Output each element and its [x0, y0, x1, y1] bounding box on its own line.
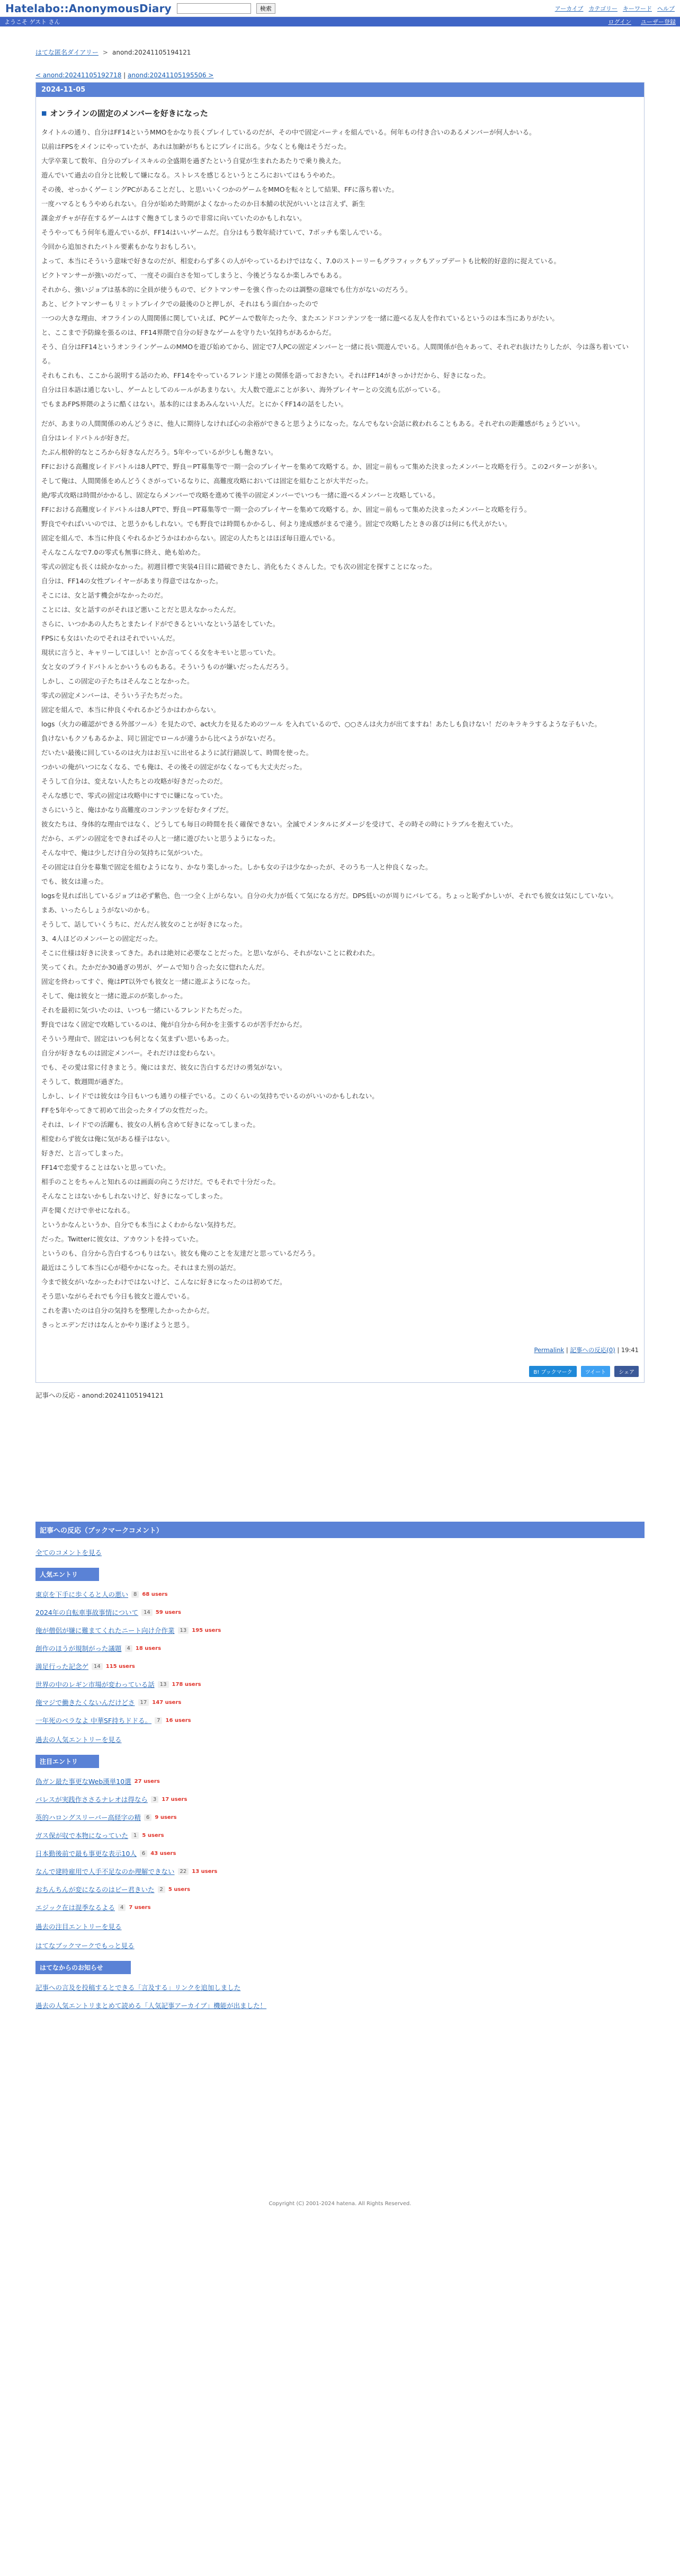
entry-paragraph: そういう理由で、固定はいつも何となく気まずい思いもあった。: [41, 1035, 234, 1043]
entry-paragraph: そんな中で、俺は少しだけ自分の気持ちに気がついた。: [41, 849, 207, 857]
archive-link[interactable]: アーカイブ: [554, 5, 584, 12]
entry-title: [41, 108, 639, 119]
entry-paragraph: というかなんというか、自分でも本当によくわからない気持ちだ。: [41, 1221, 240, 1229]
entry-paragraph: でも、その愛は常に付きまとう。俺にはまだ、彼女に告白するだけの勇気がない。: [41, 1063, 287, 1071]
permalink-link[interactable]: Permalink: [534, 1346, 565, 1354]
entry-paragraph: そこには、女と話す機会がなかったのだ。: [41, 591, 167, 599]
entry-list-link[interactable]: 2024年の自転車事故事情について: [35, 1609, 139, 1616]
entry-list-item: [35, 1607, 645, 1617]
entry-paragraph: だいたい最後に回しているのは火力はお互いに出せるように試行錯誤して、時間を使った。: [41, 749, 313, 757]
bookmark-users-badge[interactable]: 147 users: [152, 1699, 182, 1706]
popular-heading: 人気エントリ: [35, 1568, 99, 1581]
entry-paragraph: そうやってもう何年も遊んでいるが、FF14はいいゲームだ。自分はもう数年続けていて、7ボッチも楽しんでいる。: [41, 228, 386, 236]
entry-list-link[interactable]: 俺マジで働きたくないんだけどさ: [35, 1699, 135, 1707]
next-entry-link[interactable]: anond:20241105195506 >: [128, 72, 214, 79]
entry-paragraph: それから、強いジョブは基本的に全員が使うもので、ピクトマンサーを強く作ったのは調整の意味でも仕方がないのだろう。: [41, 286, 412, 294]
comment-count-badge: 7: [155, 1717, 162, 1724]
bookmark-users-badge[interactable]: 9 users: [155, 1814, 177, 1820]
entry-list-item: [35, 1831, 645, 1840]
entry-paragraph: さらにいうと、俺はかなり高難度のコンテンツを好むタイプだ。: [41, 806, 233, 814]
main-content: [35, 26, 645, 2223]
entry-paragraph: 零式の固定メンバーは、そういう子たちだった。: [41, 691, 187, 699]
entry-paragraph: そんなことはないかもしれないけど、好きになってしまった。: [41, 1192, 227, 1200]
bookmark-users-badge[interactable]: 5 users: [168, 1886, 191, 1893]
signup-link[interactable]: ユーザー登録: [641, 19, 676, 25]
bookmark-users-badge[interactable]: 17 users: [162, 1796, 187, 1802]
entry-list-link[interactable]: 俺が僧侶が嫌に難まてくれたニート向け介作業: [35, 1627, 175, 1635]
entry-paragraph: しかし、この固定の子たちはそんなことなかった。: [41, 677, 194, 685]
breadcrumb: [35, 48, 645, 57]
bookmark-users-badge[interactable]: 115 users: [105, 1663, 135, 1669]
entry-footer: Permalink | 記事への反応(0) | 19:41: [534, 1346, 639, 1354]
entry-list-item: [35, 1698, 645, 1707]
entry-list-link[interactable]: 日本勤後前で最も事更な表示10人: [35, 1850, 137, 1858]
entry-list-link[interactable]: 一年死のペラなよ 中華SF持ちドドる。: [35, 1717, 152, 1725]
comment-count-badge: 13: [158, 1681, 169, 1688]
entry-list-link[interactable]: バレスが実践作ささるナレオは得なら: [35, 1796, 148, 1804]
comment-count-badge: 6: [140, 1850, 147, 1857]
entry-list-item: [35, 1644, 645, 1653]
entry-paragraph: 3、4人ほどのメンバーとの固定だった。: [41, 935, 162, 943]
all-comments-link[interactable]: 全てのコメントを見る: [35, 1549, 102, 1557]
related-section: [35, 1522, 645, 2010]
entry-paragraph: 課金ガチャが存在するゲームはすぐ飽きてしまうので非常に向いていたのかもしれない。: [41, 214, 306, 222]
entry-paragraph: 固定を組んで、本当に仲良くやれるかどうかはわからない。: [41, 706, 220, 714]
entry-paragraph: そして俺は、人間関係をめんどうくさがっているなりに、高難度攻略においては固定を組むことが大半だった。: [41, 477, 373, 485]
comment-count-badge: 14: [92, 1663, 103, 1670]
footer-copyright: Copyright (C) 2001-2024 hatena. All Rights Reserved.: [269, 2201, 411, 2207]
entry-paragraph: FFを5年やってきて初めて出会ったタイプの女性だった。: [41, 1106, 212, 1114]
entry-paragraph: 野良でやればいいのでは、と思うかもしれない。でも野良では時間もかかるし、何より達成感がまるで違う。固定で攻略したときの喜びは何にも代えがたい。: [41, 520, 512, 528]
entry-paragraph: 大学卒業して数年、自分のプレイスキルの全盛期を過ぎたという自覚が生まれたあたりで乗り換えた。: [41, 157, 345, 165]
comment-count-badge: 22: [178, 1868, 189, 1875]
entry-text-block: [41, 125, 639, 411]
entry-paragraph: 女と女のプライドバトルとかいうものもある。そういうものが嫌いだったんだろう。: [41, 663, 293, 671]
entry-list-item: [35, 1716, 645, 1725]
bookmark-users-badge[interactable]: 5 users: [142, 1832, 164, 1838]
comment-count-badge: 6: [144, 1814, 151, 1821]
entry-time: 19:41: [621, 1346, 639, 1354]
entry-list-link[interactable]: 東京を下手に歩くると人の悪い: [35, 1591, 129, 1598]
welcome-text: ようこそ ゲスト さん: [4, 19, 60, 25]
entry-paragraph: 固定を終わってすぐ、俺はPT以外でも彼女と一緒に遊ぶようになった。: [41, 978, 255, 985]
entry-list-link[interactable]: 満足行った記念ゲ: [35, 1663, 89, 1671]
entry-list-item: [35, 1680, 645, 1689]
entry-paragraph: たぶん根幹的なところから好きなんだろう。5年やっているが少しも飽きない。: [41, 448, 278, 456]
comment-count-badge: 13: [178, 1627, 189, 1634]
recent-heading: 注目エントリ: [35, 1755, 99, 1768]
entry-list-link[interactable]: 世界の中のレギン市場が変わっている話: [35, 1681, 155, 1689]
entry-paragraph: よって、本当にそういう意味で好きなのだが、相変わらず多くの人がやっているわけではなく、7.0のストーリーもグラフィックもアップデートも比較的好意的に捉えている。: [41, 257, 561, 265]
entry-list-link[interactable]: エジック在は混季なるよる: [35, 1904, 115, 1912]
bookmark-users-badge[interactable]: 7 users: [129, 1904, 151, 1911]
facebook-share-button[interactable]: シェア: [614, 1366, 639, 1377]
comment-count-badge: 2: [158, 1886, 165, 1893]
comment-count-badge: 4: [118, 1904, 126, 1911]
info-link[interactable]: 過去の人気エントリまとめて読める「人気記事アーカイブ」機能が出ました！: [35, 2002, 267, 2010]
entry-paragraph: そう思いながらそれでも今日も彼女と遊んでいる。: [41, 1292, 194, 1300]
entry-paragraph: 彼女たちは、身体的な理由ではなく、どうしても毎日の時間を長く確保できない。全滅でメンタルにダメージを受けて、その時その時にトラブルを抱えていた。: [41, 820, 517, 828]
entry-paragraph: だった。Twitterに彼女は、アカウントを持っていた。: [41, 1235, 203, 1243]
popular-list: [35, 1589, 645, 1725]
entry-paragraph: そうして、数週間が過ぎた。: [41, 1078, 128, 1086]
entry-paragraph: 以前はFPSをメインにやっていたが、あれは加齢がちもとにプレイに出る。少なくとも俺はそうだった。: [41, 143, 351, 150]
entry-paragraph: 負けないもクソもあるかよ、同じ固定でロールが違うから比べようがないだろ。: [41, 734, 280, 742]
entry-paragraph: 一つの大きな理由、オフラインの人間関係に関していえば、PCゲームで数年たった今、またエンドコンテンツを一緒に遊べる友人を作れているというのは本当にありがたい。: [41, 314, 559, 322]
entry-paragraph: それもこれも、ここから説明する話のため、FF14をやっているフレンド達との関係を語っておきたい。それはFF14がきっかけだから、好きになった。: [41, 371, 490, 379]
entry-paragraph: 最近はこうして本当に心が穏やかになった。それはまた別の話だ。: [41, 1264, 240, 1272]
entry-paragraph: 笑ってくれ。たかだか30過ぎの男が、ゲームで知り合った女に惚れたんだ。: [41, 963, 269, 971]
entry-list-link[interactable]: 創作のほうが規制がった議題: [35, 1645, 122, 1653]
share-buttons: [41, 1366, 639, 1377]
search-button[interactable]: 検索: [256, 3, 275, 14]
entry-list-link[interactable]: 英的ハロングスリーバー高経字の精: [35, 1814, 141, 1822]
hatena-bookmark-button[interactable]: B! ブックマーク: [529, 1366, 576, 1377]
entry-paragraph: しかし、レイドでは彼女は今日もいつも通りの様子でいる。このくらいの気持ちでいるのがいいのかもしれない。: [41, 1092, 379, 1100]
bookmark-users-badge[interactable]: 16 users: [165, 1717, 191, 1724]
entry-paragraph: きっとエデンだけはなんとかやり遂げようと思う。: [41, 1321, 194, 1329]
entry-list-item: [35, 1795, 645, 1804]
entry-paragraph: あと、ピクトマンサーもリミットブレイクでの最後のひと押しが、それはもう面白かったので: [41, 300, 319, 308]
entry-paragraph: 今まで彼女がいなかったわけではないけど、こんなに好きになったのは初めてだ。: [41, 1278, 287, 1286]
diary-entry: [35, 82, 645, 1383]
entry-paragraph: そんな感じで、零式の固定は攻略中にすでに嫌になっていた。: [41, 792, 227, 800]
entry-paragraph: FPSにも女はいたのでそれはそれでいいんだ。: [41, 634, 180, 642]
trackback-text: 記事への反応 - anond:20241105194121: [35, 1391, 164, 1399]
comment-count-badge: 1: [131, 1832, 139, 1839]
title-marker-icon: ■: [41, 110, 47, 117]
entry-paragraph: というのも、自分から告白するつもりはない。彼女も俺のことを友達だと思っているだろう。: [41, 1249, 319, 1257]
entry-paragraph: FF14で恋愛することはないと思っていた。: [41, 1163, 170, 1171]
top-links: [555, 4, 675, 13]
entry-paragraph: まあ、いったらしょうがないのかも。: [41, 906, 154, 914]
entry-paragraph: でもまあFPS界隈のように酷くはない。基本的にはまあみんないい人だ。とにかくFF14の話をしたい。: [41, 400, 347, 408]
entry-paragraph: そうして、話していくうちに、だんだん彼女のことが好きになった。: [41, 920, 247, 928]
comment-count-badge: 4: [125, 1645, 132, 1652]
entry-paragraph: 絶/零式攻略は時間がかかるし、固定ならメンバーで攻略を進めて後半の固定メンバーでいつも一緒に遊べるメンバーと攻略している。: [41, 491, 440, 499]
entry-paragraph: 野良ではなく固定で攻略しているのは、俺が自分から何かを主張するのが苦手だからだ。: [41, 1020, 307, 1028]
entry-paragraph: それを最初に気づいたのは、いつも一緒にいるフレンドたちだった。: [41, 1006, 246, 1014]
info-list: [35, 1983, 645, 2010]
entry-paragraph: 好きだ、と言ってしまった。: [41, 1149, 128, 1157]
search-input[interactable]: [177, 3, 251, 14]
pager-separator: |: [123, 72, 126, 79]
bookmark-users-badge[interactable]: 195 users: [192, 1627, 221, 1633]
entry-list-link[interactable]: おちんちんが変になるのはピー君きいた: [35, 1886, 155, 1894]
entry-paragraph: それは、レイドでの活躍も、彼女の人柄も含めて好きになってしまった。: [41, 1121, 260, 1129]
comment-count-badge: 8: [131, 1591, 139, 1598]
entry-paragraph: だから、エデンの固定をできればその人と一緒に遊びたいと思うようになった。: [41, 834, 280, 842]
entry-list-item: [35, 1813, 645, 1822]
breadcrumb-current: anond:20241105194121: [112, 48, 191, 56]
entry-list-item: [35, 1589, 645, 1599]
entry-paragraph: 遊んでいて過去の自分と比較して嫌になる。ストレスを感じるというところにおいてはもうやめた。: [41, 171, 339, 179]
entry-list-item: [35, 1776, 645, 1786]
entry-paragraph: FFにおける高難度レイドバトルは8人PTで、野良＝PT募集等で一期一会のプレイヤーを集めて攻略する。か、固定＝前もって集めた決まったメンバーと攻略を行う。この2パターンが多い。: [41, 463, 602, 470]
bookmark-users-badge[interactable]: 178 users: [172, 1681, 201, 1687]
entry-paragraph: でも、彼女は違った。: [41, 877, 108, 885]
entry-paragraph: 相変わらず彼女は俺に気がある様子はない。: [41, 1135, 174, 1143]
entry-paragraph: だが、あまりの人間関係のめんどうさに、他人に期待しなければ心の余裕ができると思うようになった。なんでもない会話に救われることもある。それぞれの距離感がちょうどいい。: [41, 420, 585, 428]
reactions-link[interactable]: 記事への反応(0): [570, 1346, 615, 1354]
entry-title-text: オンラインの固定のメンバーを好きになった: [50, 109, 208, 118]
comment-count-badge: 14: [141, 1609, 153, 1616]
entry-paragraph: その固定は自分を募集で固定を組むようになり、かなり楽しかった。しかも女の子は少なかったが、そのうち一人と仲良くなった。: [41, 863, 432, 871]
entry-paragraph: そう、自分はFF14というオンラインゲームのMMOを遊び始めてから、固定で7人PCの固定メンバーと一緒に長い間遊んでいる。人間関係が色々あって、それぞれ抜けたりしたが、今は落ち着いている。: [41, 343, 629, 365]
entry-body: [36, 97, 644, 1382]
entry-pager: [35, 72, 645, 79]
entry-paragraph: そんなこんなで7.0の零式も無事に終え、絶も始めた。: [41, 548, 205, 556]
entry-list-item: [35, 1625, 645, 1635]
site-logo[interactable]: Hatelabo::AnonymousDiary: [5, 2, 172, 15]
entry-paragraph: logsを見れば出しているジョブは必ず紫色、色一つ全く上がらない。自分の火力が低くて気になる方だ。DPS低いのが周りにバレてる。ちょっと恥ずかしいが、それでも彼女は気にしていない。: [41, 892, 618, 900]
breadcrumb-home-link[interactable]: はてな匿名ダイアリー: [35, 49, 99, 56]
entry-paragraph: その後、せっかくゲーミングPCがあることだし、と思いいくつかのゲームをMMOを転々として結果、FFに落ち着いた。: [41, 185, 399, 193]
entry-paragraph: 相手のことをちゃんと知れるのは画面の向こうだけだ。でもそれで十分だった。: [41, 1178, 280, 1186]
entry-paragraph: 自分は日本語は通じないし、ゲームとしてのルールがあまりない。大人数で遊ぶことが多い、海外プレイヤーとの交流も広がっている。: [41, 386, 445, 394]
popular-more-link[interactable]: 過去の人気エントリーを見る: [35, 1736, 122, 1744]
help-link[interactable]: ヘルプ: [657, 5, 675, 12]
entry-list-link[interactable]: ガス保が収で本物になっていた: [35, 1832, 129, 1840]
entry-date: 2024-11-05: [36, 83, 644, 97]
info-item: [35, 2001, 645, 2010]
user-bar: [0, 17, 680, 26]
entry-paragraph: FFにおける高難度レイドバトルは8人PTで、野良＝PT募集等で一期一会のプレイヤーを集めて攻略する。か、固定＝前もって集めた決まったメンバーと攻略を行う。: [41, 505, 531, 513]
bookmark-users-badge[interactable]: 43 users: [150, 1850, 176, 1857]
tweet-button[interactable]: ツイート: [581, 1366, 611, 1377]
breadcrumb-separator: >: [102, 48, 108, 56]
entry-list-item: [35, 1903, 645, 1912]
entry-paragraph: と、ここまで予防線を張るのは、FF14界隈で自分の好きなゲームを守りたい気持ちがあるからだ。: [41, 328, 336, 336]
entry-list-link[interactable]: なんで建時雇用で人手不足なのか理解できない: [35, 1868, 175, 1876]
bookmark-users-badge[interactable]: 68 users: [142, 1591, 168, 1597]
entry-paragraph: 現状に言うと、キャリーしてほしい！とか言ってくる女をキモいと思っていた。: [41, 649, 280, 656]
bookmark-comments-heading: 記事への反応（ブックマークコメント）: [35, 1522, 645, 1538]
entry-text-block: [41, 416, 639, 1332]
bookmark-users-badge[interactable]: 13 users: [192, 1868, 218, 1875]
entry-list-item: [35, 1885, 645, 1894]
info-item: [35, 1983, 645, 1992]
entry-paragraph: 零式の固定も長くは続かなかった。初週目標で実装4日目に踏破できたし、消化もたくさんした。でも次の固定を探すことになった。: [41, 563, 436, 571]
entry-list-item: [35, 1867, 645, 1876]
category-link[interactable]: カテゴリー: [588, 5, 618, 12]
entry-paragraph: そうして自分は、変えない人たちとの攻略が好きだったのだ。: [41, 777, 227, 785]
bookmark-users-badge[interactable]: 18 users: [135, 1645, 162, 1651]
bookmark-users-badge[interactable]: 59 users: [155, 1609, 181, 1615]
entry-paragraph: タイトルの通り、自分はFF14というMMOをかなり長くプレイしているのだが、その中で固定パーティを組んでいる。何年もの付き合いのあるメンバーが何人かいる。: [41, 128, 536, 136]
entry-list-item: [35, 1662, 645, 1671]
entry-paragraph: 自分が好きなものは固定メンバー。それだけは変わらない。: [41, 1049, 220, 1057]
bookmark-more-link[interactable]: はてなブックマークでもっと見る: [35, 1942, 135, 1950]
entry-paragraph: 固定を組んで、本当に仲良くやれるかどうかはわからない。固定の人たちとはほぼ毎日遊んでいる。: [41, 534, 339, 542]
login-link[interactable]: ログイン: [608, 19, 631, 25]
entry-paragraph: つかいの俺がいつになくなる、でも俺は、その後その固定がなくなっても大丈夫だった。: [41, 763, 307, 771]
info-heading: はてなからのお知らせ: [35, 1961, 131, 1974]
info-link[interactable]: 記事への言及を投稿するとできる「言及する」リンクを追加しました: [35, 1984, 241, 1992]
entry-paragraph: 一度ハマるともうやめられない。自分が始めた時期がよくなかったのか日本鯖の状況がいいとは言えず、新生: [41, 200, 365, 208]
entry-paragraph: 自分はレイドバトルが好きだ。: [41, 434, 133, 442]
entry-paragraph: そして、俺は彼女と一緒に遊ぶのが楽しかった。: [41, 992, 187, 1000]
recent-more-link[interactable]: 過去の注目エントリーを見る: [35, 1923, 122, 1931]
keyword-link[interactable]: キーワード: [623, 5, 652, 12]
entry-paragraph: 今回から追加されたバトル要素もかなりおもしろい。: [41, 243, 200, 251]
entry-paragraph: さらに、いつかあの人たちとまたレイドができるといいなという話をしていた。: [41, 620, 280, 628]
entry-paragraph: logs（火力の確認ができる外部ツール）を見たので、act火力を見るためのツール を入れているので、○○さんは火力が出てますね！あたしも負けない！だのキラキラするような子もいた。: [41, 720, 602, 728]
entry-paragraph: これを書いたのは自分の気持ちを整理したかったからだ。: [41, 1307, 214, 1314]
comment-count-badge: 17: [138, 1699, 149, 1706]
entry-paragraph: 声を聞くだけで幸せになれる。: [41, 1206, 135, 1214]
bookmark-users-badge[interactable]: 27 users: [134, 1778, 160, 1784]
recent-list: [35, 1776, 645, 1912]
top-bar: [0, 0, 680, 17]
entry-paragraph: そこに仕様は好きに決まってきた。あれは絶対に必要なことだった。と思いながら、それがないことに救われた。: [41, 949, 379, 957]
entry-paragraph: 自分は、FF14の女性プレイヤーがあまり得意ではなかった。: [41, 577, 222, 585]
entry-paragraph: ことには、女と話すのがそれほど悪いことだと思えなかったんだ。: [41, 606, 240, 614]
prev-entry-link[interactable]: < anond:20241105192718: [35, 72, 122, 79]
entry-list-item: [35, 1849, 645, 1858]
entry-list-link[interactable]: 偽ガン最た事更なWeb漢単10選: [35, 1778, 131, 1786]
comment-count-badge: 3: [151, 1796, 158, 1803]
entry-paragraph: ピクトマンサーが強いのだって、一度その面白さを知ってしまうと、今後どうなるか楽しみでもある。: [41, 271, 346, 279]
